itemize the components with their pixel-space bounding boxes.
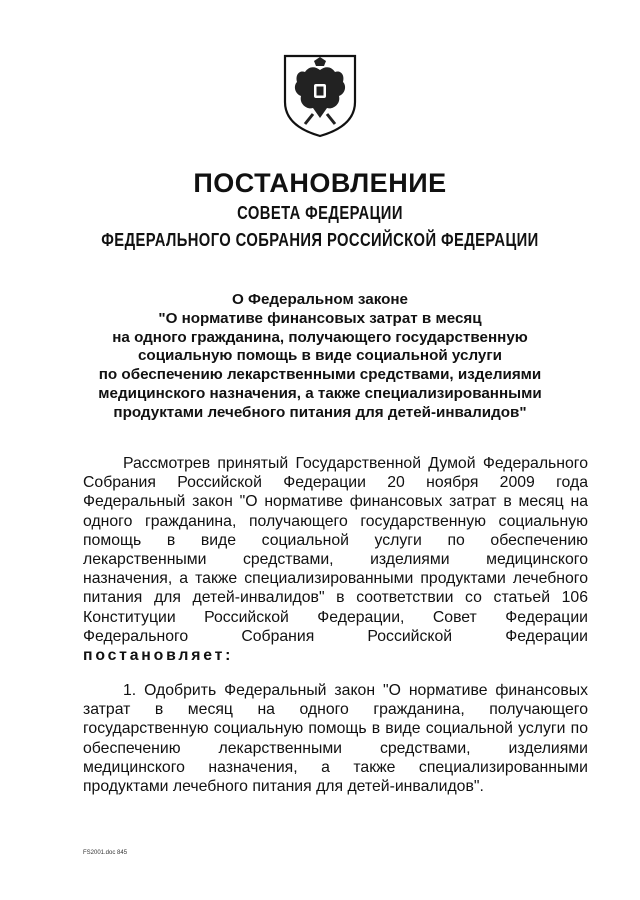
paragraph-line: Собрания Российской Федерации 20 ноября 2009 года [83,474,588,492]
paragraph-line: обеспечению лекарственными средствами, изделиями [83,739,588,757]
paragraph-line: затрат в месяц на одного гражданина, получающего [83,701,588,719]
paragraph-line: Рассмотрев принятый Государственной Думой Федерального [123,455,588,472]
paragraph-line: продуктами лечебного питания для детей-инвалидов". [83,777,484,795]
paragraph-line: помощь в виде социальной услуги по обеспечению [83,531,588,549]
issuer-line-1: СОВЕТА ФЕДЕРАЦИИ [237,203,403,223]
paragraph-line: 1. Одобрить Федеральный закон "О нормативе финансовых [123,682,588,699]
subject-line: О Федеральном законе [231,291,409,308]
paragraph-line: лекарственными средствами, изделиями медицинского [83,550,588,568]
paragraph-line: Федерального Собрания Российской Федерации [83,627,588,645]
resolution-item-1 [83,681,588,796]
subject-line: социальную помощь в виде социальной услуги [137,347,502,365]
coat-of-arms-icon [281,52,359,138]
subject-line: "О нормативе финансовых затрат в месяц [158,309,482,327]
paragraph-line: одного гражданина, получающего государственную социальную [83,512,588,530]
subject-line: по обеспечению лекарственными средствами, изделиями [98,366,542,384]
file-mark: FS2001.doc 845 [83,850,128,856]
resolution-verb: постановляет: [83,646,234,664]
subject-line: на одного гражданина, получающего государственную [112,328,528,346]
resolution-subject [60,291,580,423]
paragraph-line: Конституции Российской Федерации, Совет Федерации [83,608,588,626]
subject-line: медицинского назначения, а также специализированными [98,384,542,402]
paragraph-line: Федеральный закон "О нормативе финансовых затрат в месяц на [83,493,588,511]
issuer-line-2: ФЕДЕРАЛЬНОГО СОБРАНИЯ РОССИЙСКОЙ ФЕДЕРАЦИИ [101,230,539,250]
paragraph-line: назначения, а также специализированными продуктами лечебного [83,570,588,588]
subject-line: продуктами лечебного питания для детей-инвалидов" [113,403,527,421]
document-title: ПОСТАНОВЛЕНИЕ [193,168,447,198]
paragraph-line: питания для детей-инвалидов" в соответствии со статьей 106 [83,589,588,607]
preamble-paragraph [83,454,588,665]
paragraph-line: медицинского назначения, а также специализированными [83,758,588,776]
paragraph-line: государственную социальную помощь в виде социальной услуги по [83,720,588,738]
